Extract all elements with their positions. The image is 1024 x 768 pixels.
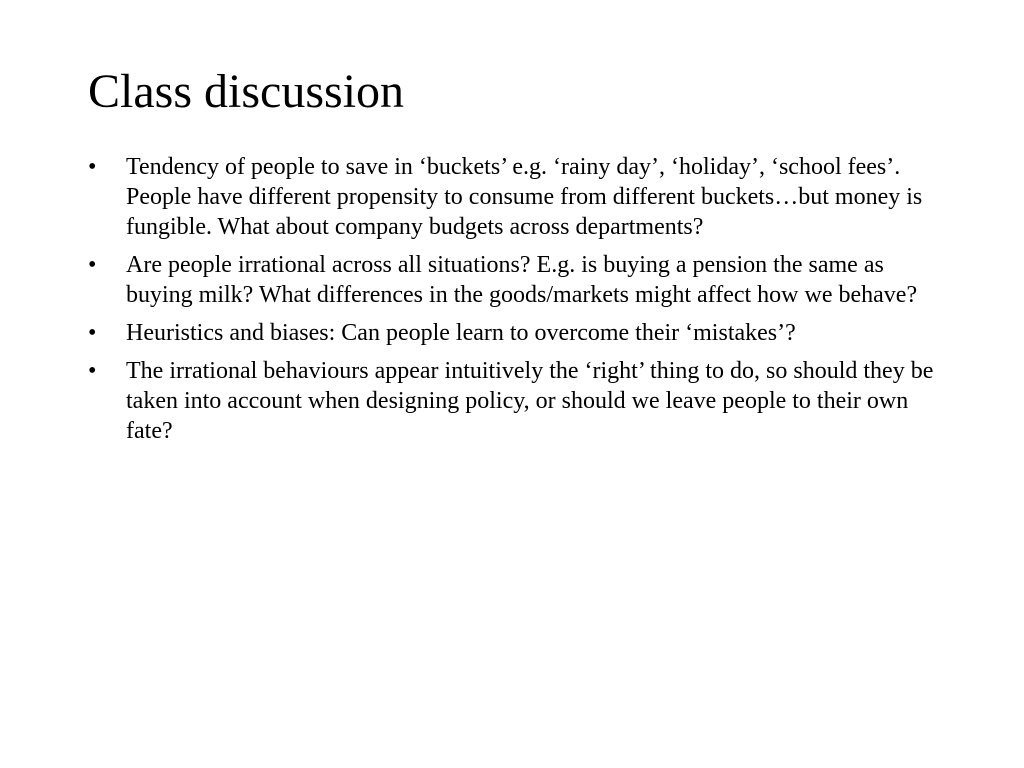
bullet-item: • The irrational behaviours appear intuitively the ‘right’ thing to do, so should they be taken into account when designing policy, or should we leave people to their own fate? <box>88 356 948 446</box>
bullet-item: • Tendency of people to save in ‘buckets’ e.g. ‘rainy day’, ‘holiday’, ‘school fees’. People have different propensity to consume from different buckets…but money is fungible. What about company budgets across departments? <box>88 152 948 242</box>
bullet-list <box>88 152 948 454</box>
slide-title: Class discussion <box>88 65 405 118</box>
bullet-item: • Are people irrational across all situations? E.g. is buying a pension the same as buying milk? What differences in the goods/markets might affect how we behave? <box>88 250 948 310</box>
bullet-item: • Heuristics and biases: Can people learn to overcome their ‘mistakes’? <box>88 318 948 348</box>
